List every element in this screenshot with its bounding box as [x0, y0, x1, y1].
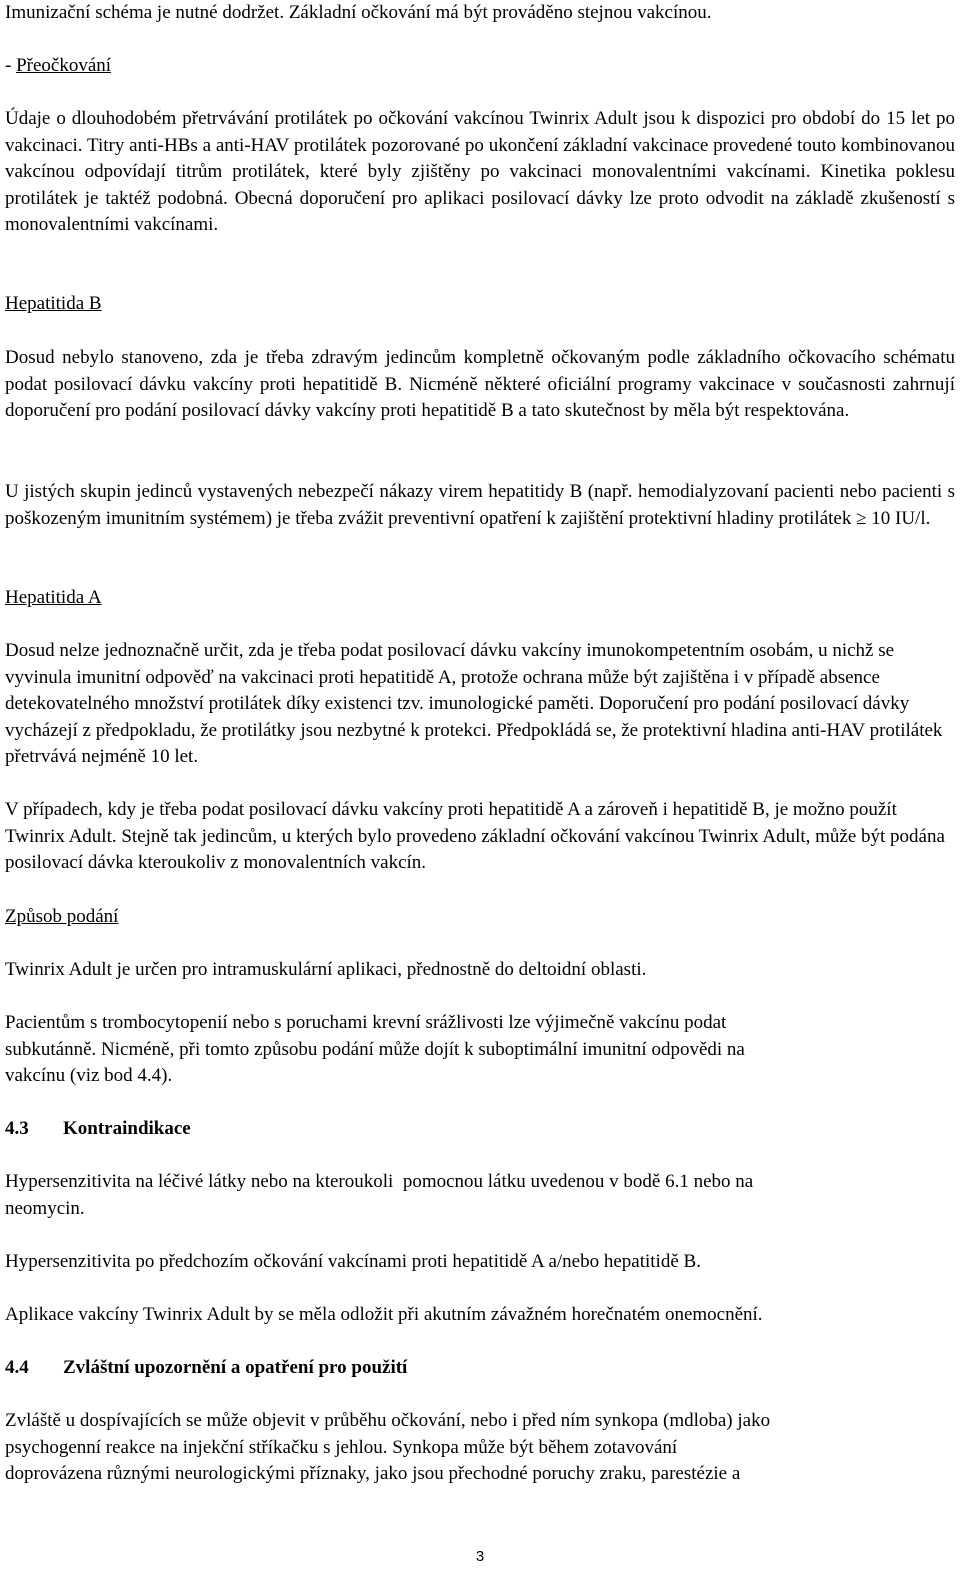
booster-heading [5, 53, 955, 80]
section-4-4-heading [5, 1355, 955, 1382]
section-4-3-heading [5, 1116, 955, 1143]
administration-paragraph-1: Twinrix Adult je určen pro intramuskulární aplikaci, přednostně do deltoidní oblasti. [5, 959, 647, 980]
hepatitis-b-paragraph-2: U jistých skupin jedinců vystavených nebezpečí nákazy virem hepatitidy B (např. hemodialyzovaní pacienti nebo pacienti s poškozeným imunitním systémem) je třeba zvážit preventivní opatření k zajištění protektivní hladiny protilátek ≥ 10 IU/l. [5, 481, 955, 529]
precautions-line: doprovázena různými neurologickými příznaky, jako jsou přechodné poruchy zraku, parestézie a [5, 1463, 741, 1484]
section-number: 4.3 [5, 1118, 29, 1139]
contraindication-line: neomycin. [5, 1197, 85, 1219]
administration-paragraph-2-line: vakcínu (viz bod 4.4). [5, 1065, 173, 1086]
administration-heading: Způsob podání [5, 906, 119, 927]
administration-paragraph-2 [5, 1010, 955, 1090]
precautions-line: psychogenní reakce na injekční stříkačku s jehlou. Synkopa může být během zotavování [5, 1436, 678, 1458]
precautions-paragraph [5, 1408, 955, 1488]
contraindication-paragraph-3: Aplikace vakcíny Twinrix Adult by se měla odložit při akutním závažném horečnatém onemocnění. [5, 1304, 763, 1325]
precautions-line: Zvláště u dospívajících se může objevit v průběhu očkování, nebo i před ním synkopa (mdloba) jako [5, 1410, 771, 1431]
section-title: Zvláštní upozornění a opatření pro použití [63, 1357, 408, 1378]
administration-paragraph-2-line: subkutánně. Nicméně, při tomto způsobu podání může dojít k suboptimální imunitní odpovědi na [5, 1038, 745, 1060]
administration-paragraph-2-line: Pacientům s trombocytopenií nebo s poruchami krevní srážlivosti lze výjimečně vakcínu podat [5, 1012, 727, 1033]
contraindication-line: Hypersenzitivita na léčivé látky nebo na kteroukoli pomocnou látku uvedenou v bodě 6.1 nebo na [5, 1171, 754, 1192]
hepatitis-a-paragraph-2: V případech, kdy je třeba podat posilovací dávku vakcíny proti hepatitidě A a zároveň i hepatitidě B, je možno použít Twinrix Adult. Stejně tak jedincům, u kterých bylo provedeno základní očkování vakcínou Twinrix Adult, může být podána posilovací dávka kteroukoliv z monovalentních vakcín. [5, 799, 945, 873]
section-title: Kontraindikace [63, 1118, 191, 1139]
section-number: 4.4 [5, 1357, 29, 1378]
hepatitis-a-heading: Hepatitida A [5, 587, 102, 608]
contraindication-paragraph-2: Hypersenzitivita po předchozím očkování vakcínami proti hepatitidě A a/nebo hepatitidě B. [5, 1251, 701, 1272]
intro-paragraph: Imunizační schéma je nutné dodržet. Základní očkování má být prováděno stejnou vakcínou. [5, 2, 712, 23]
booster-heading-text: Přeočkování [16, 55, 112, 76]
hepatitis-b-heading: Hepatitida B [5, 293, 102, 314]
hepatitis-b-paragraph-1: Dosud nebylo stanoveno, zda je třeba zdravým jedincům kompletně očkovaným podle základního očkovacího schématu podat posilovací dávku vakcíny proti hepatitidě B. Nicméně některé oficiální programy vakcinace v současnosti zahrnují doporučení pro podání posilovací dávky vakcíny proti hepatitidě B a tato skutečnost by měla být respektována. [5, 347, 955, 421]
booster-paragraph: Údaje o dlouhodobém přetrvávání protilátek po očkování vakcínou Twinrix Adult jsou k dispozici pro období do 15 let po vakcinaci. Titry anti-HBs a anti-HAV protilátek pozorované po ukončení základní vakcinace provedené touto kombinovanou vakcínou odpovídají titrům protilátek, které byly zjištěny po vakcinaci monovalentními vakcínami. Kinetika poklesu protilátek je taktéž podobná. Obecná doporučení pro aplikaci posilovací dávky lze proto odvodit na základě zkušeností s monovalentními vakcínami. [5, 108, 955, 235]
page-number: 3 [475, 1548, 485, 1565]
contraindication-paragraph-1 [5, 1169, 955, 1222]
booster-heading-prefix: - [5, 55, 17, 76]
hepatitis-a-paragraph-1: Dosud nelze jednoznačně určit, zda je třeba podat posilovací dávku vakcíny imunokompetentním osobám, u nichž se vyvinula imunitní odpověď na vakcinaci proti hepatitidě A, protože ochrana může být zajištěna i v případě absence detekovatelného množství protilátek díky existenci tzv. imunologické paměti. Doporučení pro podání posilovací dávky vycházejí z předpokladu, že protilátky jsou nezbytné k protekci. Předpokládá se, že protektivní hladina anti-HAV protilátek přetrvává nejméně 10 let. [5, 640, 943, 767]
